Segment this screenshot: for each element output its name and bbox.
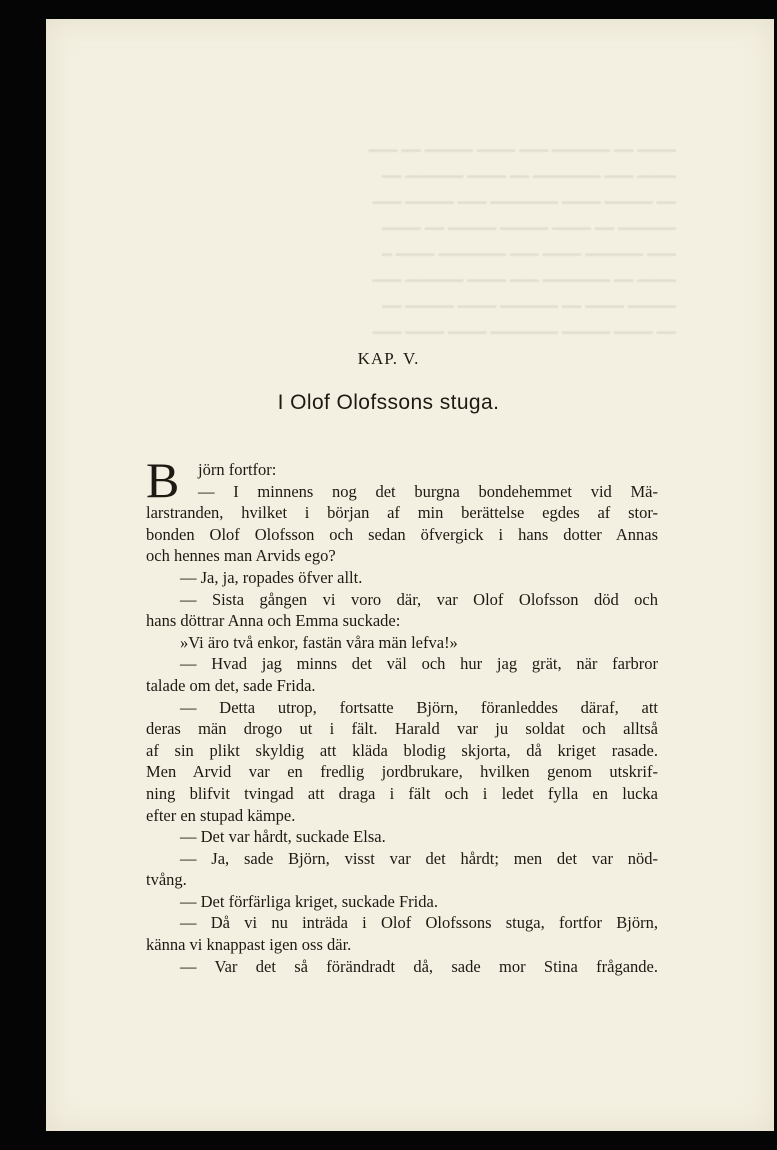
text-line: Men Arvid var en fredlig jordbrukare, hvilken genom utskrif-	[146, 762, 658, 782]
chapter-body	[146, 459, 658, 977]
text-line: talade om det, sade Frida.	[146, 675, 316, 695]
text-line: deras män drogo ut i fält. Harald var ju soldat och alltså	[146, 719, 658, 739]
text-line: — Ja, ja, ropades öfver allt.	[180, 567, 363, 587]
text-line: — Det var hårdt, suckade Elsa.	[180, 827, 386, 847]
text-line: — Var det så förändradt då, sade mor Stina frågande.	[180, 956, 658, 976]
text-line: ning blifvit tvingad att draga i fält och i ledet fylla en lucka	[146, 783, 658, 803]
text-line: af sin plikt skyldig att kläda blodig skjorta, då kriget rasade.	[146, 740, 658, 760]
text-line: och hennes man Arvids ego?	[146, 546, 336, 566]
chapter-label: KAP. V.	[357, 349, 420, 368]
text-line: — Detta utrop, fortsatte Björn, föranleddes däraf, att	[180, 697, 658, 717]
chapter-title: I Olof Olofssons stuga.	[277, 391, 500, 414]
text-line: tvång.	[146, 870, 187, 890]
text-line: känna vi knappast igen oss där.	[146, 935, 352, 955]
text-line: — Sista gången vi voro där, var Olof Olofsson död och	[180, 589, 658, 609]
text-line: larstranden, hvilket i början af min berättelse egdes af stor-	[146, 503, 658, 523]
text-line: — I minnens nog det burgna bondehemmet vid Mä-	[198, 481, 658, 501]
show-through-texture: ━━━━ ━━ ━━━━━━ ━━━ ━━━━ ━━━━━ ━━ ━━━ ━━━━ ━━━ ━━━━━━━ ━━ ━━━━ ━━━━━━ ━━ ━━ ━━━━━ ━━━━ ━━━━━━━ ━━━ ━━━━━ ━━━ ━━━━━━ ━━ ━━━━ ━━━━━ ━━━━━ ━━ ━━━━ ━━━ ━━━━━━ ━━━━ ━━━ ━━━━━━━ ━━━━ ━ ━━━━ ━━ ━━━━━━━ ━━━ ━━━━ ━━━━━━ ━━━ ━━━━━ ━━━━ ━━ ━━━━━━ ━━━━ ━━━━━ ━━ ━━ ━━━━ ━━━━━ ━━━━━━━ ━━━━ ━━━━ ━━━	[368, 143, 676, 342]
text-line: »Vi äro två enkor, fastän våra män lefva!»	[180, 632, 458, 652]
text-line: hans döttrar Anna och Emma suckade:	[146, 611, 401, 631]
text-line: efter en stupad kämpe.	[146, 805, 296, 825]
drop-cap: B	[146, 452, 180, 508]
text-line: — Det förfärliga kriget, suckade Frida.	[180, 891, 438, 911]
text-line: jörn fortfor:	[198, 460, 277, 479]
text-line: — Då vi nu inträda i Olof Olofssons stuga, fortfor Björn,	[180, 913, 658, 933]
text-line: — Ja, sade Björn, visst var det hårdt; men det var nöd-	[180, 848, 658, 868]
text-line: bonden Olof Olofsson och sedan öfvergick i hans dotter Annas	[146, 524, 658, 544]
text-line: — Hvad jag minns det väl och hur jag grät, när farbror	[180, 654, 658, 674]
